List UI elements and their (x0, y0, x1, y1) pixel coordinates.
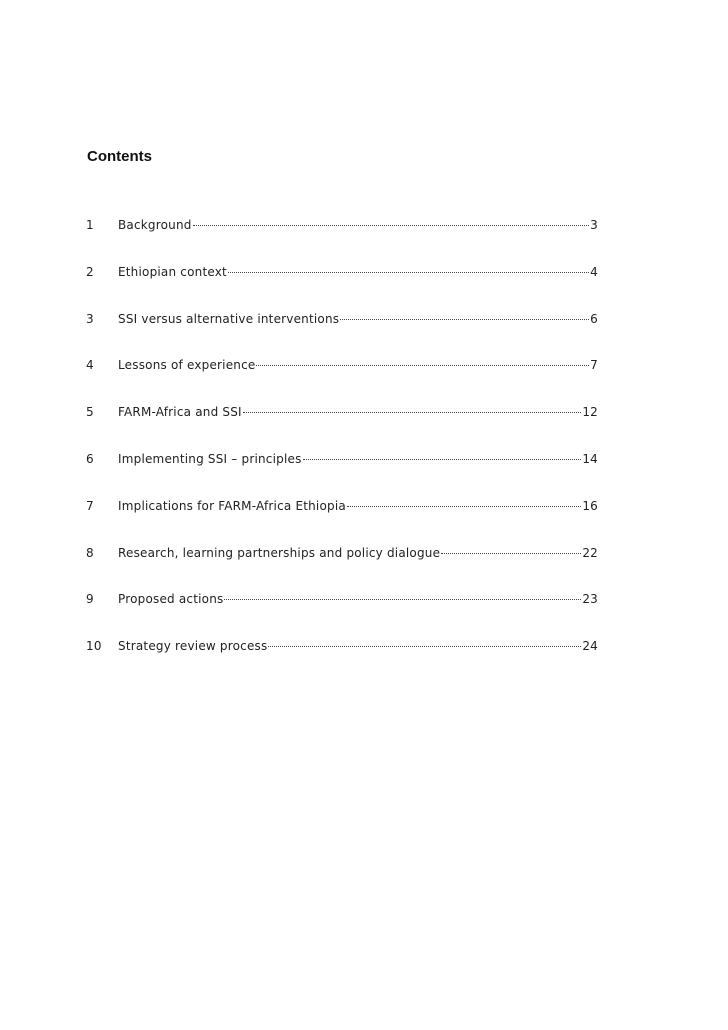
toc-entry-number: 3 (86, 311, 94, 326)
dot-leader (243, 412, 582, 413)
toc-entry[interactable] (86, 218, 598, 241)
contents-heading: Contents (87, 148, 152, 165)
toc-entry[interactable] (86, 499, 598, 522)
toc-entry-title: Research, learning partnerships and policy dialogue (118, 545, 441, 560)
toc-entry-title: Strategy review process (118, 639, 268, 654)
toc-entry-title: Proposed actions (118, 592, 224, 607)
dot-leader (224, 599, 581, 600)
toc-entry-title: Lessons of experience (118, 358, 256, 373)
toc-entry-page: 6 (590, 311, 598, 326)
dot-leader (228, 272, 589, 273)
toc-entry[interactable] (86, 592, 598, 615)
toc-entry[interactable] (86, 546, 598, 569)
dot-leader (303, 459, 582, 460)
dot-leader (441, 553, 581, 554)
toc-entry[interactable] (86, 265, 598, 288)
toc-entry-page: 16 (582, 498, 598, 513)
toc-entry-number: 8 (86, 545, 94, 560)
toc-entry-page: 14 (582, 451, 598, 466)
toc-entry-page: 22 (582, 545, 598, 560)
toc-entry[interactable] (86, 405, 598, 428)
toc-entry-number: 6 (86, 451, 94, 466)
toc-entry[interactable] (86, 452, 598, 475)
toc-entry[interactable] (86, 312, 598, 335)
toc-entry-title: FARM-Africa and SSI (118, 405, 242, 420)
dot-leader (340, 319, 589, 320)
toc-entry-title: Implementing SSI – principles (118, 451, 302, 466)
toc-entry-number: 10 (86, 639, 102, 654)
toc-entry-title: Ethiopian context (118, 264, 227, 279)
toc-entry-page: 7 (590, 358, 598, 373)
toc-entry-number: 9 (86, 592, 94, 607)
toc-entry-page: 4 (590, 264, 598, 279)
dot-leader (347, 506, 581, 507)
table-of-contents (86, 218, 598, 686)
toc-entry-number: 7 (86, 498, 94, 513)
toc-entry-number: 2 (86, 264, 94, 279)
dot-leader (268, 646, 581, 647)
toc-entry-title: Implications for FARM-Africa Ethiopia (118, 498, 346, 513)
toc-entry-number: 5 (86, 405, 94, 420)
toc-entry[interactable] (86, 358, 598, 381)
toc-entry-title: SSI versus alternative interventions (118, 311, 340, 326)
dot-leader (256, 365, 589, 366)
toc-entry-number: 1 (86, 218, 94, 232)
toc-entry-page: 12 (582, 405, 598, 420)
dot-leader (193, 225, 590, 226)
toc-entry-page: 3 (590, 218, 598, 232)
toc-entry[interactable] (86, 639, 598, 662)
toc-entry-title: Background (118, 218, 192, 232)
toc-entry-page: 23 (582, 592, 598, 607)
toc-entry-page: 24 (582, 639, 598, 654)
toc-entry-number: 4 (86, 358, 94, 373)
